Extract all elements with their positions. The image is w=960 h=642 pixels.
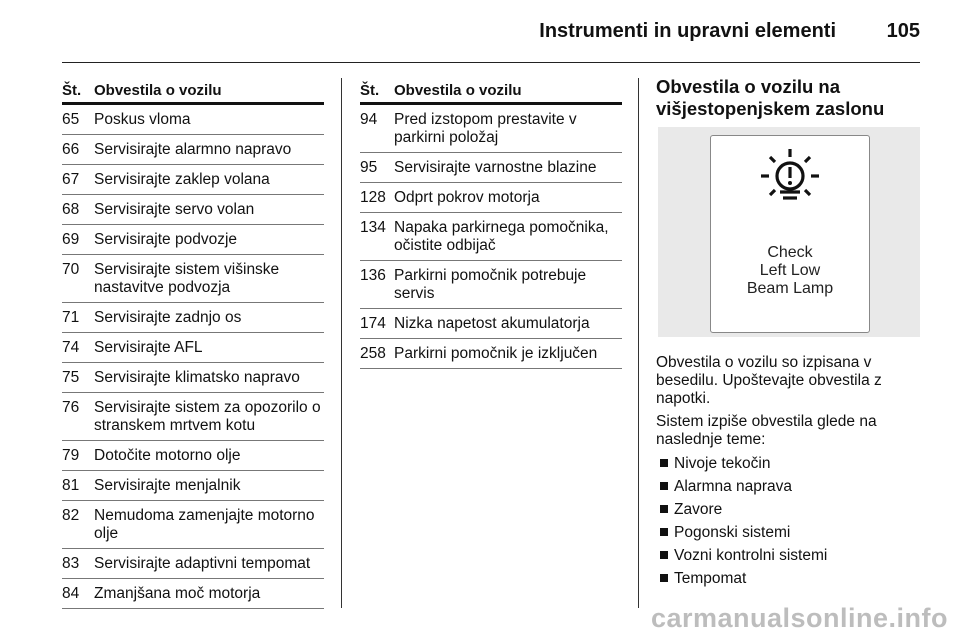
table-row [62, 333, 324, 363]
table-row [62, 135, 324, 165]
page-title: Instrumenti in upravni elementi [539, 20, 836, 42]
bullet-square-icon [660, 574, 668, 582]
table-row [62, 393, 324, 441]
message-number: 65 [62, 111, 80, 128]
header-message: Obvestila o vozilu [394, 82, 522, 99]
message-text: Servisirajte sistem za opozorilo o stranskem mrtvem kotu [94, 399, 321, 434]
message-text: Nemudoma zamenjajte motorno olje [94, 507, 315, 542]
table-row [360, 213, 622, 261]
message-text: Servisirajte alarmno napravo [94, 141, 292, 158]
topic-label: Pogonski sistemi [674, 524, 791, 541]
message-text: Servisirajte zaklep volana [94, 171, 270, 188]
message-number: 84 [62, 585, 80, 602]
header-number: Št. [62, 82, 82, 99]
table-row [62, 105, 324, 135]
message-text: Pred izstopom prestavite v parkirni položaj [394, 111, 577, 146]
table-row [62, 255, 324, 303]
topic-label: Vozni kontrolni sistemi [674, 547, 828, 564]
column-divider-1 [341, 78, 342, 608]
bullet-square-icon [660, 459, 668, 467]
table-row [360, 105, 622, 153]
message-number: 79 [62, 447, 80, 464]
message-number: 74 [62, 339, 80, 356]
header-message: Obvestila o vozilu [94, 82, 222, 99]
message-number: 136 [360, 267, 386, 284]
message-number: 94 [360, 111, 378, 128]
message-text: Servisirajte servo volan [94, 201, 255, 218]
message-text: Servisirajte menjalnik [94, 477, 241, 494]
message-number: 70 [62, 261, 80, 278]
topic-item [660, 452, 827, 475]
message-text: Servisirajte sistem višinske nastavitve podvozja [94, 261, 280, 296]
message-number: 81 [62, 477, 80, 494]
table-row [62, 303, 324, 333]
topic-item [660, 544, 827, 567]
display-message: Check Left Low Beam Lamp [746, 244, 834, 297]
bullet-square-icon [660, 482, 668, 490]
message-text: Napaka parkirnega pomočnika, očistite odbijač [394, 219, 609, 254]
display-illustration [658, 127, 920, 337]
message-text: Nizka napetost akumulatorja [394, 315, 590, 332]
message-text: Servisirajte varnostne blazine [394, 159, 597, 176]
page-header [62, 0, 920, 63]
lamp-warning-icon [758, 146, 822, 216]
table-row [62, 195, 324, 225]
table-row [62, 363, 324, 393]
paragraph-intro: Obvestila o vozilu so izpisana v besedilu. Upoštevajte obvestila z napotki. [656, 354, 882, 407]
topic-label: Zavore [674, 501, 723, 518]
topic-list [660, 452, 827, 590]
message-text: Servisirajte podvozje [94, 231, 238, 248]
message-number: 68 [62, 201, 80, 218]
message-number: 71 [62, 309, 80, 326]
topic-item [660, 498, 827, 521]
topic-label: Alarmna naprava [674, 478, 793, 495]
message-number: 76 [62, 399, 80, 416]
table-row [360, 153, 622, 183]
topic-item [660, 475, 827, 498]
table-row [62, 579, 324, 609]
page-number: 105 [886, 20, 920, 42]
message-number: 75 [62, 369, 80, 386]
table-row [360, 309, 622, 339]
message-table-right [360, 80, 622, 369]
message-table-left [62, 80, 324, 609]
table-row [62, 441, 324, 471]
message-number: 82 [62, 507, 80, 524]
message-text: Dotočite motorno olje [94, 447, 241, 464]
topic-label: Tempomat [674, 570, 747, 587]
section-title: Obvestila o vozilu na višjestopenjskem zaslonu [656, 76, 885, 119]
paragraph-topics: Sistem izpiše obvestila glede na naslednje teme: [656, 413, 877, 448]
header-number: Št. [360, 82, 380, 99]
message-text: Zmanjšana moč motorja [94, 585, 261, 602]
info-display [710, 135, 870, 333]
message-text: Servisirajte zadnjo os [94, 309, 242, 326]
table-row [62, 471, 324, 501]
message-number: 95 [360, 159, 378, 176]
table-row [62, 501, 324, 549]
table-row [360, 183, 622, 213]
message-text: Servisirajte klimatsko napravo [94, 369, 300, 386]
message-number: 174 [360, 315, 386, 332]
bullet-square-icon [660, 528, 668, 536]
table-row [360, 339, 622, 369]
table-header [62, 80, 324, 105]
table-row [62, 165, 324, 195]
topic-item [660, 521, 827, 544]
message-text: Servisirajte adaptivni tempomat [94, 555, 311, 572]
topic-label: Nivoje tekočin [674, 455, 771, 472]
message-number: 67 [62, 171, 80, 188]
message-text: Parkirni pomočnik potrebuje servis [394, 267, 587, 302]
message-number: 258 [360, 345, 386, 362]
topic-item [660, 567, 827, 590]
message-text: Servisirajte AFL [94, 339, 203, 356]
message-text: Odprt pokrov motorja [394, 189, 540, 206]
message-number: 66 [62, 141, 80, 158]
message-number: 69 [62, 231, 80, 248]
table-row [360, 261, 622, 309]
bullet-square-icon [660, 551, 668, 559]
watermark: carmanualsonline.info [650, 603, 948, 633]
column-divider-2 [638, 78, 639, 608]
table-row [62, 225, 324, 255]
table-row [62, 549, 324, 579]
message-number: 134 [360, 219, 386, 236]
message-text: Parkirni pomočnik je izključen [394, 345, 598, 362]
message-number: 83 [62, 555, 80, 572]
table-header [360, 80, 622, 105]
message-number: 128 [360, 189, 386, 206]
message-text: Poskus vloma [94, 111, 191, 128]
bullet-square-icon [660, 505, 668, 513]
